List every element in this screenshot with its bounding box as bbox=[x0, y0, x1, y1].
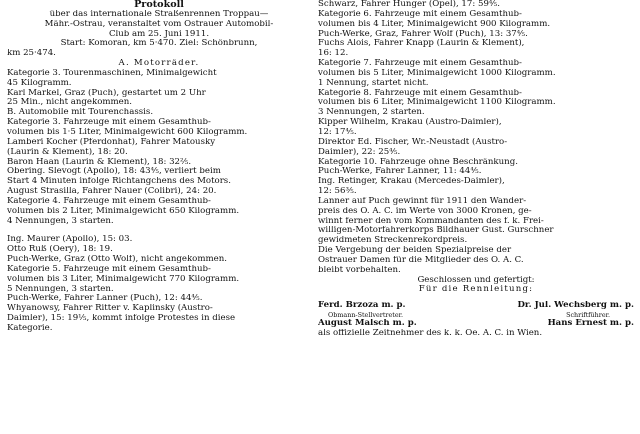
closing-line: als offizielle Zeitnehmer des k. k. Öe. A. C. in Wien. bbox=[318, 329, 543, 338]
text-line: Kategorie 7. Fahrzeuge mit einem Gesamthub- bbox=[318, 59, 522, 69]
text-line: Start: Komoran, km 5·470. Ziel: Schönbrunn, bbox=[60, 39, 258, 49]
signature-row-2 bbox=[318, 319, 634, 329]
text-line: 3 Nennungen, 2 starten. bbox=[318, 108, 425, 118]
text-line: Karl Markel, Graz (Puch), gestartet um 2 Uhr bbox=[7, 88, 206, 98]
text-line: bleibt vorbehalten. bbox=[318, 265, 401, 275]
text-line: Puch-Werke, Fahrer Lanner (Puch), 12: 44⅘. bbox=[7, 294, 203, 304]
text-line: Obering. Slevogt (Apollo), 18: 43⅘, verliert beim bbox=[7, 167, 221, 177]
signature-wechsberg: Dr. Jul. Wechsberg m. p. bbox=[517, 301, 634, 311]
signature-brzoza: Ferd. Brzoza m. p. bbox=[318, 301, 406, 311]
text-line: 1 Nennung, startet nicht. bbox=[318, 78, 429, 88]
text-line: Die Vergebung der beiden Spezialpreise der bbox=[318, 246, 512, 256]
text-line: Puch-Werke, Graz, Fahrer Wolf (Puch), 13: 37⅘. bbox=[318, 29, 528, 39]
text-line: Whyanowsy, Fahrer Ritter v. Kaplinsky (Austro- bbox=[7, 304, 213, 314]
text-line: Start 4 Minuten infolge Richtangchens des Motors. bbox=[7, 177, 231, 187]
title-schriftfuehrer: Schriftführer. bbox=[566, 311, 610, 320]
right-column bbox=[318, 0, 634, 339]
text-line: Kipper Wilhelm, Krakau (Austro-Daimler), bbox=[318, 118, 502, 128]
text-line: Kategorie 10. Fahrzeuge ohne Beschränkung. bbox=[318, 157, 518, 167]
text-line: volumen bis 3 Liter, Minimalgewicht 770 Kilogramm. bbox=[7, 274, 240, 284]
text-line: Kategorie 6. Fahrzeuge mit einem Gesamthub- bbox=[318, 9, 522, 19]
text-line: Club am 25. Juni 1911. bbox=[108, 29, 210, 39]
text-line: 12: 56⅗. bbox=[318, 187, 357, 197]
text-line: Daimler), 15: 19⅕, kommt infolge Protestes in diese bbox=[7, 314, 236, 324]
text-line: volumen bis 1·5 Liter, Minimalgewicht 600 Kilogramm. bbox=[7, 127, 248, 137]
text-line: Puch-Werke, Graz (Otto Wolf), nicht angekommen. bbox=[7, 255, 228, 265]
text-line: 25 Min., nicht angekommen. bbox=[7, 98, 133, 108]
text-line: Kategorie. bbox=[7, 324, 53, 333]
text-line: Geschlossen und gefertigt: bbox=[417, 275, 535, 285]
text-line: gewidmeten Streckenrekordpreis. bbox=[318, 236, 468, 246]
text-line: 16: 12. bbox=[318, 49, 349, 59]
text-line: B. Automobile mit Tourenchassis. bbox=[7, 108, 154, 118]
text-line: (Laurin & Klement), 18: 20. bbox=[7, 147, 128, 157]
text-line: winnt ferner den vom Kommandanten des f. k. Frei- bbox=[318, 216, 544, 226]
right-column-lines bbox=[318, 0, 634, 295]
signature-titles-row bbox=[318, 311, 634, 319]
signature-malsch: August Malsch m. p. bbox=[318, 319, 417, 329]
text-line: Kategorie 8. Fahrzeuge mit einem Gesamthub- bbox=[318, 88, 522, 98]
text-line: volumen bis 2 Liter, Minimalgewicht 650 Kilogramm. bbox=[7, 206, 240, 216]
text-line: Protokoll bbox=[134, 0, 184, 10]
text-line: Direktor Ed. Fischer, Wr.-Neustadt (Austro- bbox=[318, 137, 508, 147]
text-line bbox=[7, 226, 311, 235]
text-line: Für die Rennleitung: bbox=[418, 285, 534, 295]
text-line: Lamberi Kocher (Pferdonhat), Fahrer Matousky bbox=[7, 137, 216, 147]
text-line: Kategorie 3. Tourenmaschinen, Minimalgewicht bbox=[7, 68, 217, 78]
text-line: Mähr.-Ostrau, veranstaltet vom Ostrauer Automobil- bbox=[44, 19, 274, 29]
text-line: Ing. Maurer (Apollo), 15: 03. bbox=[7, 235, 133, 245]
text-line: Otto Ruß (Oery), 18: 19. bbox=[7, 245, 113, 255]
text-line: über das internationale Straßenrennen Troppau— bbox=[49, 9, 269, 19]
text-line: Lanner auf Puch gewinnt für 1911 den Wander- bbox=[318, 196, 527, 206]
text-line: Ing. Retinger, Krakau (Mercedes-Daimler), bbox=[318, 177, 505, 187]
text-line: km 25·474. bbox=[7, 49, 56, 59]
text-line: 4 Nennungen, 3 starten. bbox=[7, 216, 114, 226]
left-column bbox=[7, 0, 311, 334]
text-line: August Strasilla, Fahrer Nauer (Colibri), 24: 20. bbox=[7, 187, 217, 197]
text-line: Kategorie 4. Fahrzeuge mit einem Gesamthub- bbox=[7, 196, 211, 206]
signature-row-1 bbox=[318, 301, 634, 311]
signature-ernest: Hans Ernest m. p. bbox=[547, 319, 634, 329]
text-line: Fuchs Alois, Fahrer Knapp (Laurin & Klement), bbox=[318, 39, 525, 49]
title-obmann: Obmann-Stellvertreter. bbox=[328, 311, 403, 320]
text-line: willigen-Motorfahrerkorps Bildhauer Gust. Gurschner bbox=[318, 226, 554, 236]
text-line: A. Motorräder. bbox=[118, 59, 200, 69]
text-line: preis des Ö. A. C. im Werte von 3000 Kronen, ge- bbox=[318, 206, 532, 216]
text-line: Baron Haan (Laurin & Klement), 18: 32⅖. bbox=[7, 157, 192, 167]
text-line: volumen bis 4 Liter, Minimalgewicht 900 Kilogramm. bbox=[318, 19, 551, 29]
text-line: Schwarz, Fahrer Hunger (Opel), 17: 59⅘. bbox=[318, 0, 500, 9]
text-line: 45 Kilogramm. bbox=[7, 78, 72, 88]
text-line: 5 Nennungen, 3 starten. bbox=[7, 284, 114, 294]
text-line: Kategorie 3. Fahrzeuge mit einem Gesamthub- bbox=[7, 118, 211, 128]
text-line: volumen bis 5 Liter, Minimalgewicht 1000 Kilogramm. bbox=[318, 68, 556, 78]
text-line: Daimler), 22: 25⅘. bbox=[318, 147, 401, 157]
text-line: volumen bis 6 Liter, Minimalgewicht 1100 Kilogramm. bbox=[318, 98, 556, 108]
text-line: Ostrauer Damen für die Mitglieder des Ö. A. C. bbox=[318, 255, 524, 265]
text-line: Kategorie 5. Fahrzeuge mit einem Gesamthub- bbox=[7, 264, 211, 274]
text-line: Puch-Werke, Fahrer Lanner, 11: 44⅘. bbox=[318, 167, 482, 177]
text-line: 12: 17⅘. bbox=[318, 127, 357, 137]
